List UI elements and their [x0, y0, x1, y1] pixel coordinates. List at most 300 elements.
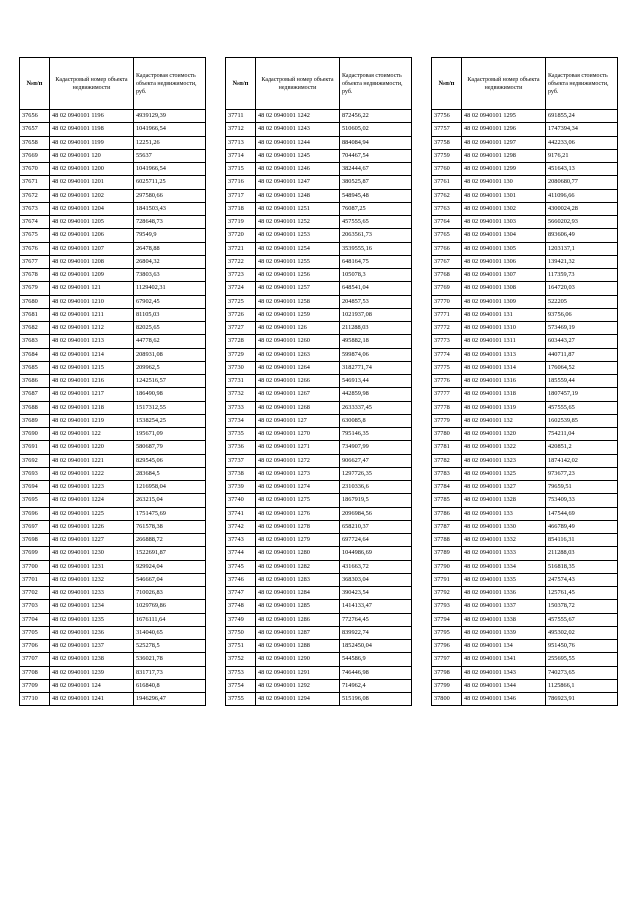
- cadastral-number: 48 02 0940101 1214: [50, 348, 134, 361]
- cadastral-number: 48 02 0940101 1285: [256, 600, 340, 613]
- cadastral-value: 208931,08: [134, 348, 206, 361]
- cadastral-number: 48 02 0940101 1205: [50, 216, 134, 229]
- table-row: [432, 361, 618, 374]
- cadastral-number: 48 02 0940101 1251: [256, 202, 340, 215]
- table-row: [20, 163, 206, 176]
- row-number: 37793: [432, 600, 462, 613]
- cadastral-number: 48 02 0940101 130: [462, 176, 546, 189]
- cadastral-value: 2080680,77: [546, 176, 618, 189]
- row-number: 37767: [432, 255, 462, 268]
- cadastral-value: 1602539,85: [546, 414, 618, 427]
- row-number: 37730: [226, 361, 256, 374]
- table-row: [20, 202, 206, 215]
- table-row: [20, 587, 206, 600]
- cadastral-value: 117359,73: [546, 269, 618, 282]
- cadastral-number: 48 02 0940101 1307: [462, 269, 546, 282]
- table-row: [226, 626, 412, 639]
- cadastral-value: 1129402,31: [134, 282, 206, 295]
- cadastral-value: 884084,94: [340, 136, 412, 149]
- cadastral-number: 48 02 0940101 1335: [462, 573, 546, 586]
- cadastral-number: 48 02 0940101 1245: [256, 149, 340, 162]
- table-row: [20, 269, 206, 282]
- table-row: [432, 428, 618, 441]
- table-row: [432, 149, 618, 162]
- row-number: 37708: [20, 666, 50, 679]
- table-row: [432, 295, 618, 308]
- cadastral-number: 48 02 0940101 1234: [50, 600, 134, 613]
- row-number: 37657: [20, 123, 50, 136]
- table-row: [432, 242, 618, 255]
- cadastral-value: 580687,79: [134, 441, 206, 454]
- cadastral-value: 67902,45: [134, 295, 206, 308]
- row-number: 37758: [432, 136, 462, 149]
- row-number: 37800: [432, 693, 462, 706]
- header-cadastral-number: Кадастровый номер объекта недвижимости: [50, 58, 134, 110]
- row-number: 37769: [432, 282, 462, 295]
- cadastral-number: 48 02 0940101 1215: [50, 361, 134, 374]
- cadastral-value: 548945,48: [340, 189, 412, 202]
- cadastral-value: 125761,45: [546, 587, 618, 600]
- cadastral-number: 48 02 0940101 1284: [256, 587, 340, 600]
- header-cadastral-value: Кадастровая стоимость объекта недвижимости, руб.: [134, 58, 206, 110]
- table-row: [226, 176, 412, 189]
- row-number: 37768: [432, 269, 462, 282]
- cadastral-value: 186490,98: [134, 388, 206, 401]
- table-row: [20, 534, 206, 547]
- cadastral-value: 2063561,73: [340, 229, 412, 242]
- row-number: 37717: [226, 189, 256, 202]
- cadastral-value: 704467,54: [340, 149, 412, 162]
- cadastral-number: 48 02 0940101 1274: [256, 481, 340, 494]
- row-number: 37781: [432, 441, 462, 454]
- table-row: [226, 255, 412, 268]
- cadastral-value: 1852450,04: [340, 640, 412, 653]
- table-row: [226, 414, 412, 427]
- cadastral-value: 211288,03: [340, 322, 412, 335]
- table-row: [432, 322, 618, 335]
- cadastral-value: 1751475,69: [134, 507, 206, 520]
- table-row: [20, 547, 206, 560]
- cadastral-number: 48 02 0940101 1314: [462, 361, 546, 374]
- row-number: 37738: [226, 467, 256, 480]
- row-number: 37658: [20, 136, 50, 149]
- cadastral-number: 48 02 0940101 1282: [256, 560, 340, 573]
- header-cadastral-value: Кадастровая стоимость объекта недвижимости, руб.: [340, 58, 412, 110]
- row-number: 37753: [226, 666, 256, 679]
- cadastral-number: 48 02 0940101 1230: [50, 547, 134, 560]
- row-number: 37765: [432, 229, 462, 242]
- row-number: 37741: [226, 507, 256, 520]
- cadastral-value: 544586,9: [340, 653, 412, 666]
- table-row: [432, 202, 618, 215]
- cadastral-value: 691855,24: [546, 110, 618, 123]
- row-number: 37794: [432, 613, 462, 626]
- cadastral-number: 48 02 0940101 1241: [50, 693, 134, 706]
- table-row: [226, 282, 412, 295]
- cadastral-value: 546913,44: [340, 375, 412, 388]
- cadastral-value: 442859,98: [340, 388, 412, 401]
- row-number: 37671: [20, 176, 50, 189]
- cadastral-number: 48 02 0940101 1244: [256, 136, 340, 149]
- cadastral-number: 48 02 0940101 1217: [50, 388, 134, 401]
- cadastral-number: 48 02 0940101 1273: [256, 467, 340, 480]
- cadastral-number: 48 02 0940101 1209: [50, 269, 134, 282]
- table-row: [20, 136, 206, 149]
- cadastral-number: 48 02 0940101 1211: [50, 308, 134, 321]
- row-number: 37782: [432, 454, 462, 467]
- cadastral-value: 2310336,6: [340, 481, 412, 494]
- cadastral-value: 390423,54: [340, 587, 412, 600]
- cadastral-value: 616840,8: [134, 679, 206, 692]
- cadastral-value: 734907,99: [340, 441, 412, 454]
- row-number: 37755: [226, 693, 256, 706]
- cadastral-number: 48 02 0940101 1325: [462, 467, 546, 480]
- row-number: 37751: [226, 640, 256, 653]
- cadastral-value: 382444,67: [340, 163, 412, 176]
- table-row: [20, 335, 206, 348]
- table-row: [226, 189, 412, 202]
- cadastral-number: 48 02 0940101 1276: [256, 507, 340, 520]
- cadastral-number: 48 02 0940101 1254: [256, 242, 340, 255]
- cadastral-value: 4300024,28: [546, 202, 618, 215]
- cadastral-number: 48 02 0940101 1344: [462, 679, 546, 692]
- table-row: [20, 467, 206, 480]
- table-row: [20, 441, 206, 454]
- cadastral-value: 255695,55: [546, 653, 618, 666]
- table-row: [226, 428, 412, 441]
- row-number: 37735: [226, 428, 256, 441]
- table-row: [432, 534, 618, 547]
- cadastral-value: 929924,04: [134, 560, 206, 573]
- cadastral-number: 48 02 0940101 1306: [462, 255, 546, 268]
- header-number: №п/п: [432, 58, 462, 110]
- row-number: 37772: [432, 322, 462, 335]
- row-number: 37739: [226, 481, 256, 494]
- cadastral-value: 906627,47: [340, 454, 412, 467]
- cadastral-number: 48 02 0940101 127: [256, 414, 340, 427]
- table-row: [20, 613, 206, 626]
- row-number: 37776: [432, 375, 462, 388]
- table-row: [226, 666, 412, 679]
- row-number: 37731: [226, 375, 256, 388]
- table-row: [226, 613, 412, 626]
- cadastral-number: 48 02 0940101 1264: [256, 361, 340, 374]
- table-row: [432, 308, 618, 321]
- cadastral-number: 48 02 0940101 1341: [462, 653, 546, 666]
- table-row: [432, 679, 618, 692]
- table-row: [20, 560, 206, 573]
- cadastral-value: 746446,98: [340, 666, 412, 679]
- table-row: [20, 573, 206, 586]
- cadastral-value: 1297726,35: [340, 467, 412, 480]
- table-row: [226, 216, 412, 229]
- cadastral-number: 48 02 0940101 1208: [50, 255, 134, 268]
- register-table-3: [431, 57, 618, 706]
- cadastral-number: 48 02 0940101 1204: [50, 202, 134, 215]
- table-row: [226, 335, 412, 348]
- cadastral-value: 79659,51: [546, 481, 618, 494]
- register-table-2: [225, 57, 412, 706]
- cadastral-number: 48 02 0940101 131: [462, 308, 546, 321]
- cadastral-number: 48 02 0940101 1330: [462, 520, 546, 533]
- row-number: 37676: [20, 242, 50, 255]
- row-number: 37790: [432, 560, 462, 573]
- table-row: [432, 255, 618, 268]
- cadastral-value: 829545,06: [134, 454, 206, 467]
- cadastral-value: 209962,5: [134, 361, 206, 374]
- cadastral-number: 48 02 0940101 1258: [256, 295, 340, 308]
- cadastral-number: 48 02 0940101 133: [462, 507, 546, 520]
- cadastral-value: 648541,04: [340, 282, 412, 295]
- table-row: [226, 507, 412, 520]
- cadastral-value: 431663,72: [340, 560, 412, 573]
- table-row: [432, 441, 618, 454]
- table-row: [432, 388, 618, 401]
- table-row: [226, 322, 412, 335]
- row-number: 37674: [20, 216, 50, 229]
- cadastral-value: 1041966,54: [134, 123, 206, 136]
- cadastral-value: 522205: [546, 295, 618, 308]
- cadastral-value: 93756,06: [546, 308, 618, 321]
- cadastral-number: 48 02 0940101 1334: [462, 560, 546, 573]
- table-row: [20, 149, 206, 162]
- cadastral-value: 195671,09: [134, 428, 206, 441]
- cadastral-value: 314040,65: [134, 626, 206, 639]
- cadastral-value: 82025,65: [134, 322, 206, 335]
- cadastral-value: 2096984,56: [340, 507, 412, 520]
- cadastral-number: 48 02 0940101 1271: [256, 441, 340, 454]
- cadastral-value: 546667,04: [134, 573, 206, 586]
- cadastral-number: 48 02 0940101 1268: [256, 401, 340, 414]
- cadastral-value: 283684,5: [134, 467, 206, 480]
- cadastral-number: 48 02 0940101 1305: [462, 242, 546, 255]
- row-number: 37705: [20, 626, 50, 639]
- row-number: 37746: [226, 573, 256, 586]
- row-number: 37763: [432, 202, 462, 215]
- cadastral-value: 2633337,45: [340, 401, 412, 414]
- table-row: [226, 242, 412, 255]
- row-number: 37678: [20, 269, 50, 282]
- row-number: 37777: [432, 388, 462, 401]
- row-number: 37720: [226, 229, 256, 242]
- table-row: [432, 163, 618, 176]
- cadastral-number: 48 02 0940101 1333: [462, 547, 546, 560]
- cadastral-number: 48 02 0940101 1233: [50, 587, 134, 600]
- cadastral-number: 48 02 0940101 1294: [256, 693, 340, 706]
- cadastral-number: 48 02 0940101 1332: [462, 534, 546, 547]
- cadastral-value: 1242516,57: [134, 375, 206, 388]
- table-row: [20, 308, 206, 321]
- table-header-row: [226, 58, 412, 110]
- cadastral-value: 536021,78: [134, 653, 206, 666]
- table-row: [226, 547, 412, 560]
- row-number: 37656: [20, 110, 50, 123]
- cadastral-number: 48 02 0940101 1320: [462, 428, 546, 441]
- table-row: [226, 573, 412, 586]
- row-number: 37719: [226, 216, 256, 229]
- row-number: 37770: [432, 295, 462, 308]
- row-number: 37743: [226, 534, 256, 547]
- cadastral-number: 48 02 0940101 1221: [50, 454, 134, 467]
- row-number: 37797: [432, 653, 462, 666]
- table-row: [432, 123, 618, 136]
- cadastral-number: 48 02 0940101 1207: [50, 242, 134, 255]
- cadastral-number: 48 02 0940101 1255: [256, 255, 340, 268]
- cadastral-number: 48 02 0940101 1212: [50, 322, 134, 335]
- cadastral-number: 48 02 0940101 1296: [462, 123, 546, 136]
- row-number: 37688: [20, 401, 50, 414]
- cadastral-number: 48 02 0940101 1216: [50, 375, 134, 388]
- cadastral-number: 48 02 0940101 1237: [50, 640, 134, 653]
- cadastral-number: 48 02 0940101 1337: [462, 600, 546, 613]
- cadastral-number: 48 02 0940101 1235: [50, 613, 134, 626]
- cadastral-value: 1517312,55: [134, 401, 206, 414]
- header-cadastral-number: Кадастровый номер объекта недвижимости: [462, 58, 546, 110]
- cadastral-number: 48 02 0940101 1298: [462, 149, 546, 162]
- row-number: 37710: [20, 693, 50, 706]
- cadastral-value: 1216958,04: [134, 481, 206, 494]
- table-row: [432, 414, 618, 427]
- cadastral-value: 599874,06: [340, 348, 412, 361]
- cadastral-number: 48 02 0940101 1297: [462, 136, 546, 149]
- cadastral-value: 1841503,43: [134, 202, 206, 215]
- cadastral-number: 48 02 0940101 1243: [256, 123, 340, 136]
- cadastral-number: 48 02 0940101 1346: [462, 693, 546, 706]
- cadastral-value: 6025711,25: [134, 176, 206, 189]
- cadastral-value: 973677,23: [546, 467, 618, 480]
- cadastral-number: 48 02 0940101 132: [462, 414, 546, 427]
- table-row: [226, 308, 412, 321]
- cadastral-number: 48 02 0940101 1263: [256, 348, 340, 361]
- cadastral-value: 1867919,5: [340, 494, 412, 507]
- row-number: 37695: [20, 494, 50, 507]
- cadastral-number: 48 02 0940101 1210: [50, 295, 134, 308]
- row-number: 37761: [432, 176, 462, 189]
- cadastral-value: 451643,13: [546, 163, 618, 176]
- table-row: [432, 626, 618, 639]
- cadastral-number: 48 02 0940101 122: [50, 428, 134, 441]
- table-row: [20, 693, 206, 706]
- cadastral-number: 48 02 0940101 1302: [462, 202, 546, 215]
- table-row: [432, 335, 618, 348]
- cadastral-value: 457555,67: [546, 613, 618, 626]
- table-row: [226, 693, 412, 706]
- cadastral-number: 48 02 0940101 1286: [256, 613, 340, 626]
- table-row: [226, 295, 412, 308]
- row-number: 37684: [20, 348, 50, 361]
- row-number: 37799: [432, 679, 462, 692]
- cadastral-number: 48 02 0940101 1280: [256, 547, 340, 560]
- row-number: 37756: [432, 110, 462, 123]
- cadastral-number: 48 02 0940101 1313: [462, 348, 546, 361]
- row-number: 37703: [20, 600, 50, 613]
- table-row: [226, 679, 412, 692]
- cadastral-value: 457555,65: [340, 216, 412, 229]
- cadastral-value: 753409,33: [546, 494, 618, 507]
- cadastral-value: 266888,72: [134, 534, 206, 547]
- cadastral-number: 48 02 0940101 1304: [462, 229, 546, 242]
- cadastral-value: 516818,35: [546, 560, 618, 573]
- row-number: 37766: [432, 242, 462, 255]
- row-number: 37700: [20, 560, 50, 573]
- table-row: [20, 653, 206, 666]
- row-number: 37757: [432, 123, 462, 136]
- cadastral-number: 48 02 0940101 1303: [462, 216, 546, 229]
- table-row: [20, 679, 206, 692]
- cadastral-value: 1044986,69: [340, 547, 412, 560]
- table-row: [432, 547, 618, 560]
- table-row: [226, 587, 412, 600]
- row-number: 37716: [226, 176, 256, 189]
- table-row: [226, 123, 412, 136]
- cadastral-value: 73803,63: [134, 269, 206, 282]
- row-number: 37750: [226, 626, 256, 639]
- cadastral-value: 714962,4: [340, 679, 412, 692]
- table-row: [432, 520, 618, 533]
- row-number: 37670: [20, 163, 50, 176]
- row-number: 37698: [20, 534, 50, 547]
- table-row: [226, 600, 412, 613]
- table-row: [432, 573, 618, 586]
- cadastral-value: 247574,43: [546, 573, 618, 586]
- row-number: 37699: [20, 547, 50, 560]
- cadastral-value: 495302,02: [546, 626, 618, 639]
- cadastral-number: 48 02 0940101 1218: [50, 401, 134, 414]
- row-number: 37714: [226, 149, 256, 162]
- table-row: [226, 375, 412, 388]
- row-number: 37729: [226, 348, 256, 361]
- cadastral-value: 786923,91: [546, 693, 618, 706]
- table-header-row: [20, 58, 206, 110]
- register-table-1: [19, 57, 206, 706]
- cadastral-value: 4939129,39: [134, 110, 206, 123]
- cadastral-value: 495882,18: [340, 335, 412, 348]
- cadastral-value: 466789,49: [546, 520, 618, 533]
- row-number: 37764: [432, 216, 462, 229]
- cadastral-value: 515196,08: [340, 693, 412, 706]
- cadastral-number: 48 02 0940101 121: [50, 282, 134, 295]
- cadastral-value: 1676111,64: [134, 613, 206, 626]
- table-row: [20, 361, 206, 374]
- row-number: 37704: [20, 613, 50, 626]
- cadastral-value: 420851,2: [546, 441, 618, 454]
- cadastral-value: 728648,73: [134, 216, 206, 229]
- row-number: 37686: [20, 375, 50, 388]
- row-number: 37724: [226, 282, 256, 295]
- table-row: [432, 282, 618, 295]
- row-number: 37727: [226, 322, 256, 335]
- cadastral-number: 48 02 0940101 1308: [462, 282, 546, 295]
- row-number: 37783: [432, 467, 462, 480]
- table-row: [20, 216, 206, 229]
- header-cadastral-number: Кадастровый номер объекта недвижимости: [256, 58, 340, 110]
- table-row: [20, 348, 206, 361]
- cadastral-value: 380525,87: [340, 176, 412, 189]
- row-number: 37675: [20, 229, 50, 242]
- table-row: [226, 481, 412, 494]
- table-row: [20, 229, 206, 242]
- cadastral-number: 48 02 0940101 1279: [256, 534, 340, 547]
- row-number: 37742: [226, 520, 256, 533]
- cadastral-number: 48 02 0940101 1322: [462, 441, 546, 454]
- table-row: [432, 653, 618, 666]
- cadastral-number: 48 02 0940101 1275: [256, 494, 340, 507]
- cadastral-number: 48 02 0940101 1310: [462, 322, 546, 335]
- table-row: [226, 467, 412, 480]
- cadastral-value: 185559,44: [546, 375, 618, 388]
- table-row: [20, 123, 206, 136]
- cadastral-value: 839922,74: [340, 626, 412, 639]
